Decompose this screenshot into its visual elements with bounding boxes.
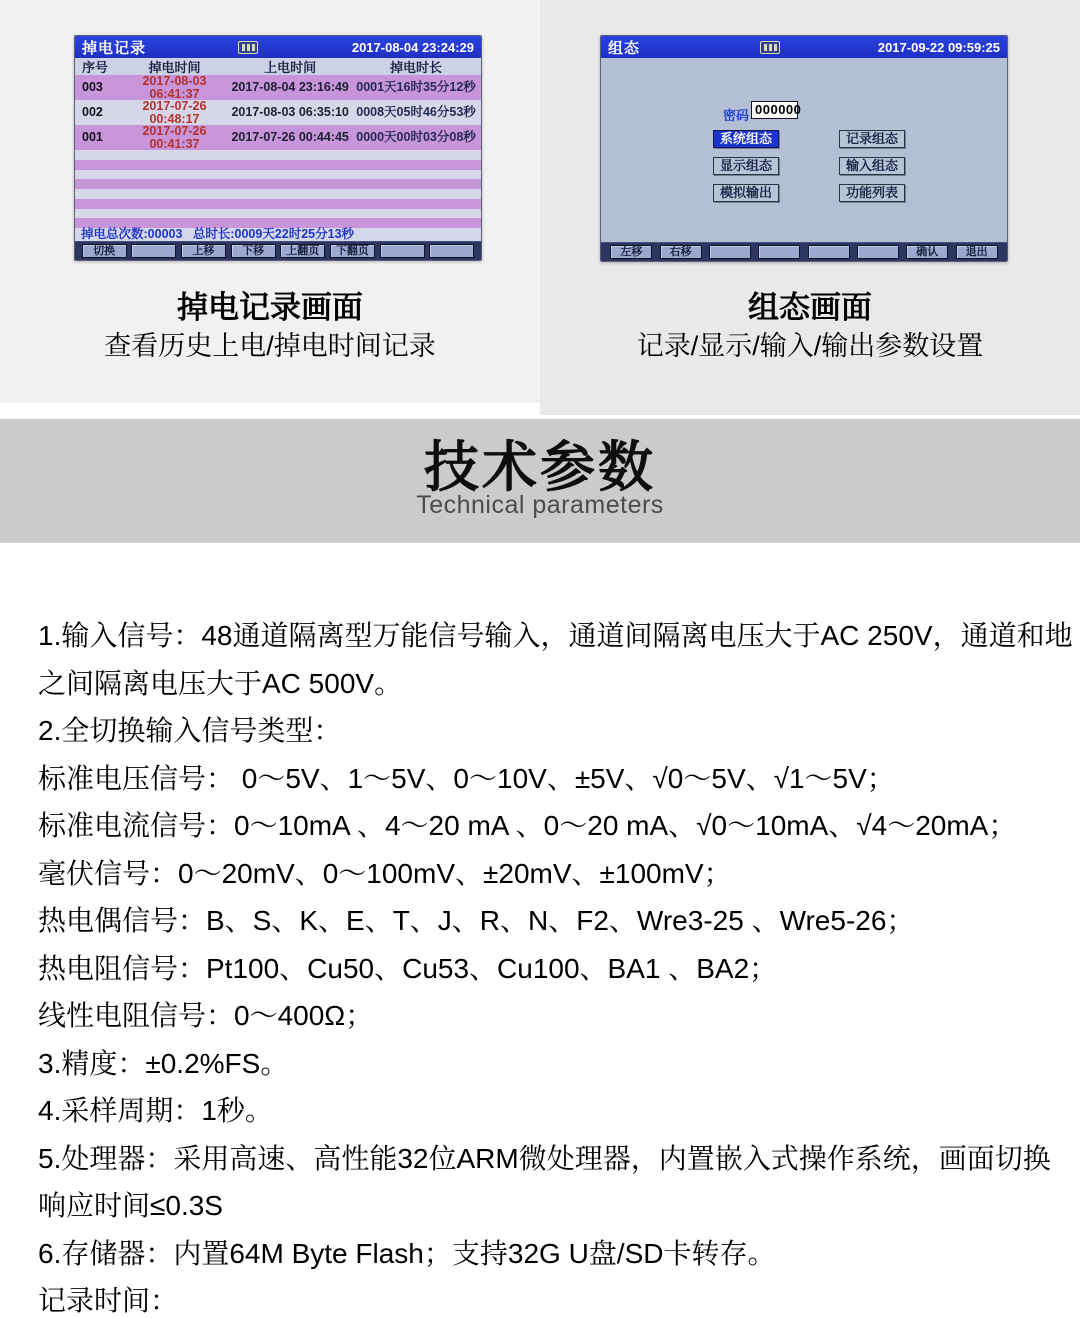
cell-ontime: 2017-07-26 00:44:45: [231, 130, 349, 145]
spec-line: 5.处理器：采用高速、高性能32位ARM微处理器，内置嵌入式操作系统，画面切换: [38, 1142, 1051, 1174]
softkey-blank[interactable]: [808, 245, 850, 259]
table-row-empty: [75, 189, 481, 199]
spec-line: 6.存储器：内置64M Byte Flash；支持32G U盘/SD卡转存。: [38, 1237, 776, 1269]
column-header-seq: 序号: [82, 60, 109, 75]
table-row-empty: [75, 209, 481, 219]
battery-icon: [760, 41, 780, 54]
softkey-page-up[interactable]: 上翻页: [280, 244, 325, 258]
menu-button-display-config[interactable]: 显示组态: [713, 157, 779, 175]
spec-line: 响应时间≤0.3S: [38, 1190, 223, 1221]
column-header-offtime: 掉电时间: [148, 60, 201, 75]
spec-line: 标准电流信号：0～10mA 、4～20 mA 、0～20 mA、√0～10mA、√4～20mA；: [38, 810, 1017, 841]
spec-line: 3.精度：±0.2%FS。: [38, 1047, 289, 1079]
screen2-softkey-bar: [601, 242, 1007, 261]
softkey-move-right[interactable]: 右移: [660, 245, 702, 259]
spec-line: 之间隔离电压大于AC 500V。: [38, 667, 403, 699]
right-caption-title: 组态画面: [748, 290, 872, 325]
cell-offtime: 2017-07-26 00:48:17: [142, 99, 207, 126]
cell-seq: 001: [82, 130, 103, 145]
cell-duration: 0008天05时46分53秒: [356, 105, 476, 120]
screen1-titlebar: [75, 36, 481, 58]
cell-duration: 0001天16时35分12秒: [356, 80, 476, 95]
right-caption-subtitle: 记录/显示/输入/输出参数设置: [636, 331, 984, 361]
table-header: [75, 58, 481, 75]
left-caption-subtitle: 查看历史上电/掉电时间记录: [104, 331, 436, 361]
cell-offtime: 2017-08-03 06:41:37: [142, 74, 207, 101]
battery-icon: [238, 41, 258, 54]
cell-ontime: 2017-08-04 23:16:49: [231, 80, 349, 95]
password-input[interactable]: 000000: [751, 101, 798, 119]
softkey-confirm[interactable]: 确认: [906, 245, 948, 259]
softkey-blank[interactable]: [857, 245, 899, 259]
cell-offtime: 2017-07-26 00:41:37: [142, 124, 207, 151]
panel-configuration: [540, 0, 1080, 415]
password-label: 密码: [723, 108, 750, 123]
power-record-screenshot: [74, 35, 482, 261]
panel-power-record: [0, 0, 540, 403]
screen2-titlebar: [601, 36, 1007, 58]
cell-seq: 003: [82, 80, 103, 95]
table-row-empty: [75, 160, 481, 170]
table-row: [75, 125, 481, 150]
screen1-softkey-bar: [75, 241, 481, 260]
table-body: [75, 75, 481, 228]
softkey-blank[interactable]: [758, 245, 800, 259]
softkey-blank[interactable]: [429, 244, 474, 258]
section-subtitle: Technical parameters: [416, 490, 664, 519]
left-caption-title: 掉电记录画面: [177, 290, 363, 325]
table-row: [75, 75, 481, 100]
softkey-blank[interactable]: [380, 244, 425, 258]
menu-button-system-config[interactable]: 系统组态: [713, 130, 779, 148]
section-title: 技术参数: [423, 436, 656, 498]
softkey-page-down[interactable]: 下翻页: [330, 244, 375, 258]
spec-line: 热电阻信号：Pt100、Cu50、Cu53、Cu100、BA1 、BA2；: [38, 952, 778, 984]
menu-button-input-config[interactable]: 输入组态: [839, 157, 905, 175]
softkey-move-left[interactable]: 左移: [610, 245, 652, 259]
configuration-body: [601, 58, 1007, 242]
menu-button-function-list[interactable]: 功能列表: [839, 184, 905, 202]
softkey-blank[interactable]: [131, 244, 176, 258]
spec-line: 2.全切换输入信号类型：: [38, 715, 342, 746]
spec-line: 毫伏信号：0～20mV、0～100mV、±20mV、±100mV；: [38, 857, 732, 889]
cell-ontime: 2017-08-03 06:35:10: [231, 105, 349, 120]
configuration-screenshot: [600, 35, 1008, 262]
table-row-empty: [75, 170, 481, 180]
spec-line: 记录时间：: [38, 1285, 179, 1316]
spec-line: 标准电压信号： 0～5V、1～5V、0～10V、±5V、√0～5V、√1～5V；: [38, 762, 895, 794]
table-row-empty: [75, 179, 481, 189]
softkey-blank[interactable]: [709, 245, 751, 259]
spec-line: 热电偶信号：B、S、K、E、T、J、R、N、F2、Wre3-25 、Wre5-26；: [38, 905, 915, 936]
product-screens-section: [0, 0, 1080, 419]
column-header-ontime: 上电时间: [264, 60, 317, 75]
screen1-datetime: 2017-08-04 23:24:29: [351, 39, 474, 55]
table-row-empty: [75, 150, 481, 160]
screen2-title: 组态: [608, 39, 641, 57]
screen1-title: 掉电记录: [82, 39, 147, 57]
cell-duration: 0000天00时03分08秒: [356, 130, 476, 145]
column-header-duration: 掉电时长: [390, 60, 443, 75]
spec-line: 1.输入信号：48通道隔离型万能信号输入，通道间隔离电压大于AC 250V，通道和地: [38, 620, 1073, 651]
softkey-switch[interactable]: 切换: [82, 244, 127, 258]
spec-line: 4.采样周期：1秒。: [38, 1095, 273, 1126]
softkey-move-up[interactable]: 上移: [181, 244, 226, 258]
table-row: [75, 100, 481, 125]
technical-parameters-list: [0, 543, 1080, 1318]
softkey-exit[interactable]: 退出: [956, 245, 998, 259]
cell-seq: 002: [82, 105, 103, 120]
softkey-move-down[interactable]: 下移: [231, 244, 276, 258]
spec-line: 线性电阻信号：0～400Ω；: [38, 1000, 374, 1031]
record-summary: 掉电总次数:00003 总时长:0009天22时25分13秒: [75, 228, 481, 241]
section-banner: [0, 419, 1080, 543]
menu-button-analog-output[interactable]: 模拟输出: [713, 184, 779, 202]
menu-button-record-config[interactable]: 记录组态: [839, 130, 905, 148]
screen2-datetime: 2017-09-22 09:59:25: [877, 39, 1000, 55]
table-row-empty: [75, 199, 481, 209]
